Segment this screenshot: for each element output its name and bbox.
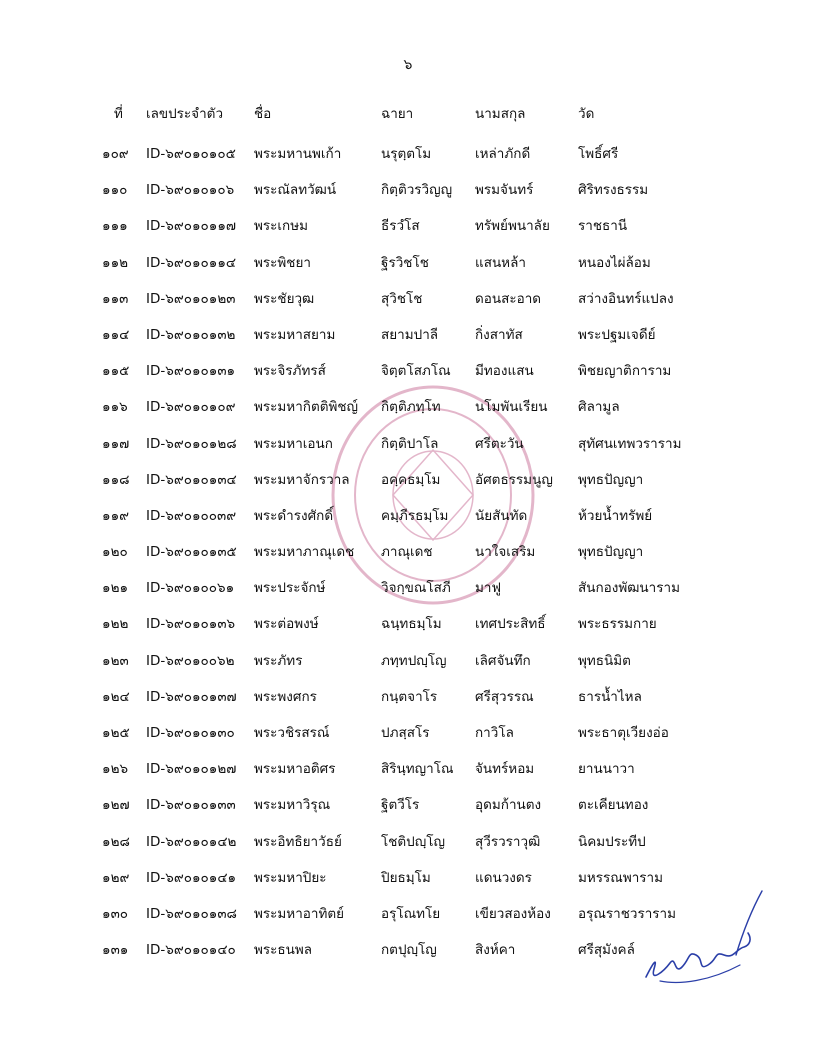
table-row: [0, 538, 816, 574]
cell-no: ๑๑๔: [102, 326, 130, 343]
cell-id: ID-๖๙๐๑๐๑๔๑: [146, 869, 237, 886]
cell-alias: วิจกฺขณโสภี: [381, 580, 451, 597]
cell-id: ID-๖๙๐๑๐๐๖๑: [146, 580, 235, 597]
cell-temple: มหรรณพาราม: [578, 869, 664, 886]
cell-id: ID-๖๙๐๑๐๑๓๑: [146, 363, 236, 380]
cell-id: ID-๖๙๐๑๐๑๑๗: [146, 218, 237, 235]
cell-no: ๑๑๕: [102, 363, 130, 380]
cell-temple: ยานนาวา: [578, 761, 635, 778]
header-name: ชื่อ: [254, 106, 272, 122]
cell-name: พระจิรภัทรส์: [254, 363, 326, 380]
cell-id: ID-๖๙๐๑๐๐๖๒: [146, 652, 235, 669]
cell-id: ID-๖๙๐๑๐๐๓๙: [146, 507, 237, 524]
cell-surname: แดนวงดร: [475, 869, 532, 886]
table-row: [0, 647, 816, 683]
cell-no: ๑๒๓: [102, 652, 129, 669]
table-row: [0, 249, 816, 285]
cell-surname: เขียวสองห้อง: [475, 905, 551, 922]
table-row: [0, 936, 816, 972]
cell-no: ๑๒๙: [102, 869, 130, 886]
cell-no: ๑๐๙: [102, 146, 129, 162]
cell-id: ID-๖๙๐๑๐๑๑๔: [146, 254, 237, 271]
table-row: [0, 610, 816, 646]
cell-name: พระมหาอติศร: [254, 761, 336, 778]
cell-no: ๑๑๗: [102, 435, 130, 452]
cell-surname: อุดมก้านตง: [475, 797, 542, 814]
cell-name: พระดำรงศักดิ์: [254, 507, 334, 524]
cell-name: พระพงศกร: [254, 688, 317, 705]
table-row: [0, 466, 816, 502]
cell-alias: โชติปญฺโญ: [381, 833, 446, 850]
cell-name: พระณัลทวัฒน์: [254, 182, 337, 199]
cell-alias: กตปุญฺโญ: [381, 942, 437, 959]
cell-name: พระพิชยา: [254, 254, 311, 271]
table-row: [0, 140, 816, 176]
cell-no: ๑๑๖: [102, 399, 128, 416]
cell-name: พระอิทธิยาวัธย์: [254, 833, 342, 850]
cell-id: ID-๖๙๐๑๐๑๒๗: [146, 761, 237, 778]
cell-temple: พระธรรมกาย: [578, 616, 657, 633]
cell-surname: เหล่าภักดี: [475, 146, 531, 162]
cell-temple: สุทัศนเทพวราราม: [578, 435, 682, 452]
cell-alias: จิตฺตโสภโณ: [381, 363, 451, 380]
cell-temple: พระปฐมเจดีย์: [578, 326, 656, 343]
cell-alias: นรุตฺตโม: [381, 146, 432, 162]
cell-name: พระวชิรสรณ์: [254, 725, 330, 741]
cell-temple: ศรีสุมังคล์: [578, 942, 635, 959]
cell-alias: คมฺภีรธมฺโม: [381, 507, 449, 524]
cell-alias: อคฺคธมฺโม: [381, 471, 441, 488]
cell-id: ID-๖๙๐๑๐๑๔๐: [146, 942, 236, 959]
cell-alias: ภาณุเดช: [381, 544, 433, 561]
cell-surname: ดอนสะอาด: [475, 290, 542, 307]
table-row: [0, 357, 816, 393]
cell-id: ID-๖๙๐๑๐๑๐๕: [146, 146, 236, 162]
cell-surname: ศรีสุวรรณ: [475, 688, 534, 705]
table-row: [0, 393, 816, 429]
cell-id: ID-๖๙๐๑๐๑๓๐: [146, 725, 235, 741]
cell-name: พระต่อพงษ์: [254, 616, 319, 633]
header-no: ที่: [114, 106, 123, 122]
cell-no: ๑๓๑: [102, 942, 129, 959]
cell-temple: สันกองพัฒนาราม: [578, 580, 680, 597]
cell-name: พระมหาเอนก: [254, 435, 333, 452]
cell-name: พระเกษม: [254, 218, 308, 235]
cell-alias: ปภสฺสโร: [381, 725, 430, 741]
cell-surname: มีทองแสน: [475, 363, 534, 380]
cell-surname: เลิศจันทึก: [475, 652, 531, 669]
cell-no: ๑๒๕: [102, 725, 130, 741]
table-row: [0, 683, 816, 719]
cell-alias: ภทฺทปญฺโญ: [381, 652, 447, 669]
cell-alias: ฐิตวีโร: [381, 797, 420, 814]
cell-surname: อัศตธรรมนูญ: [475, 471, 553, 488]
table-row: [0, 285, 816, 321]
cell-surname: สุวีรวราวุฒิ: [475, 833, 541, 850]
cell-no: ๑๒๖: [102, 761, 129, 778]
cell-no: ๑๒๔: [102, 688, 130, 705]
cell-name: พระมหานพเก้า: [254, 146, 342, 162]
monk-list-table: [0, 100, 816, 972]
cell-id: ID-๖๙๐๑๐๑๓๒: [146, 326, 236, 343]
cell-temple: ตะเคียนทอง: [578, 797, 649, 814]
cell-temple: พิชยญาติการาม: [578, 363, 672, 380]
table-body: [0, 140, 816, 972]
table-row: [0, 755, 816, 791]
cell-surname: นโมพันเรียน: [475, 399, 548, 416]
table-row: [0, 828, 816, 864]
cell-name: พระชัยวุฒ: [254, 290, 315, 307]
header-alias: ฉายา: [381, 106, 414, 122]
header-id: เลขประจำตัว: [146, 106, 224, 122]
cell-no: ๑๒๗: [102, 797, 130, 814]
table-row: [0, 321, 816, 357]
cell-alias: กิตฺติภทฺโท: [381, 399, 441, 416]
cell-surname: กาวิโล: [475, 725, 514, 741]
cell-id: ID-๖๙๐๑๐๑๓๖: [146, 616, 236, 633]
cell-no: ๑๑๓: [102, 290, 129, 307]
cell-name: พระมหาสยาม: [254, 326, 336, 343]
cell-surname: มาฟู: [475, 580, 502, 597]
cell-surname: จันทร์หอม: [475, 761, 535, 778]
cell-name: พระภัทร: [254, 652, 303, 669]
header-temple: วัด: [578, 106, 595, 122]
table-row: [0, 900, 816, 936]
cell-no: ๑๒๒: [102, 616, 129, 633]
cell-temple: นิคมประทีป: [578, 833, 646, 850]
cell-id: ID-๖๙๐๑๐๑๒๓: [146, 290, 236, 307]
cell-alias: สยามปาลี: [381, 326, 439, 343]
cell-name: พระธนพล: [254, 942, 313, 959]
table-row: [0, 791, 816, 827]
table-row: [0, 719, 816, 755]
table-row: [0, 176, 816, 212]
cell-id: ID-๖๙๐๑๐๑๓๕: [146, 544, 237, 561]
cell-temple: ราชธานี: [578, 218, 628, 235]
cell-id: ID-๖๙๐๑๐๑๒๘: [146, 435, 237, 452]
cell-temple: พระธาตุเวียงอ่อ: [578, 725, 669, 741]
cell-surname: เทศประสิทธิ์: [475, 616, 546, 633]
cell-no: ๑๓๐: [102, 905, 129, 922]
cell-no: ๑๑๘: [102, 471, 130, 488]
cell-alias: ฉนฺทธมฺโม: [381, 616, 442, 633]
cell-temple: โพธิ์ศรี: [578, 146, 619, 162]
header-surname: นามสกุล: [475, 106, 526, 122]
cell-temple: ห้วยน้ำทรัพย์: [578, 507, 653, 524]
cell-no: ๑๒๑: [102, 580, 129, 597]
cell-alias: อรุโณทโย: [381, 905, 441, 922]
cell-no: ๑๒๐: [102, 544, 128, 561]
cell-alias: ปิยธมฺโม: [381, 869, 431, 886]
cell-temple: ศิลามูล: [578, 399, 620, 416]
cell-surname: ศรีตะวัน: [475, 435, 524, 452]
cell-id: ID-๖๙๐๑๐๑๓๓: [146, 797, 236, 814]
cell-surname: ทรัพย์พนาลัย: [475, 218, 550, 235]
cell-alias: ธีรวํโส: [381, 218, 420, 235]
page-number: ๖: [403, 57, 413, 73]
cell-name: พระมหาจักรวาล: [254, 471, 350, 488]
cell-no: ๑๒๘: [102, 833, 130, 850]
cell-id: ID-๖๙๐๑๐๑๔๒: [146, 833, 237, 850]
cell-alias: สิรินฺทญาโณ: [381, 761, 454, 778]
cell-name: พระประจักษ์: [254, 580, 326, 597]
cell-temple: พุทธนิมิต: [578, 652, 631, 669]
cell-surname: แสนหล้า: [475, 254, 526, 271]
cell-temple: หนองไผ่ล้อม: [578, 254, 651, 271]
cell-no: ๑๑๒: [102, 254, 129, 271]
table-row: [0, 864, 816, 900]
cell-id: ID-๖๙๐๑๐๑๓๘: [146, 905, 237, 922]
cell-temple: ศิริทรงธรรม: [578, 182, 649, 199]
cell-temple: สว่างอินทร์แปลง: [578, 290, 674, 307]
cell-no: ๑๑๑: [102, 218, 128, 235]
table-row: [0, 502, 816, 538]
cell-temple: อรุณราชวราราม: [578, 905, 677, 922]
cell-surname: กิ่งสาทัส: [475, 326, 523, 343]
cell-name: พระมหาอาทิตย์: [254, 905, 345, 922]
cell-surname: สิงห์คา: [475, 942, 516, 959]
table-header-row: [0, 100, 816, 140]
cell-alias: สุวิชโช: [381, 290, 423, 307]
cell-id: ID-๖๙๐๑๐๑๐๙: [146, 399, 236, 416]
cell-alias: ฐิรวิชโช: [381, 254, 429, 271]
cell-alias: กิตฺติปาโล: [381, 435, 439, 452]
cell-temple: ธารน้ำไหล: [578, 688, 642, 705]
cell-temple: พุทธปัญญา: [578, 471, 644, 488]
cell-surname: นาใจเสริม: [475, 544, 536, 561]
cell-no: ๑๑๐: [102, 182, 128, 199]
cell-no: ๑๑๙: [102, 507, 130, 524]
cell-temple: พุทธปัญญา: [578, 544, 644, 561]
cell-surname: พรมจันทร์: [475, 182, 534, 199]
table-row: [0, 212, 816, 248]
cell-id: ID-๖๙๐๑๐๑๓๔: [146, 471, 237, 488]
cell-name: พระมหาวิรุณ: [254, 797, 331, 814]
cell-alias: กิตฺติวรวิญญู: [381, 182, 453, 199]
cell-id: ID-๖๙๐๑๐๑๓๗: [146, 688, 237, 705]
table-row: [0, 430, 816, 466]
cell-id: ID-๖๙๐๑๐๑๐๖: [146, 182, 235, 199]
cell-surname: นัยสันทัด: [475, 507, 528, 524]
cell-name: พระมหาปิยะ: [254, 869, 327, 886]
cell-alias: กนฺตจาโร: [381, 688, 438, 705]
table-row: [0, 574, 816, 610]
cell-name: พระมหาภาณุเดช: [254, 544, 355, 561]
cell-name: พระมหากิตติพิชญ์: [254, 399, 359, 416]
